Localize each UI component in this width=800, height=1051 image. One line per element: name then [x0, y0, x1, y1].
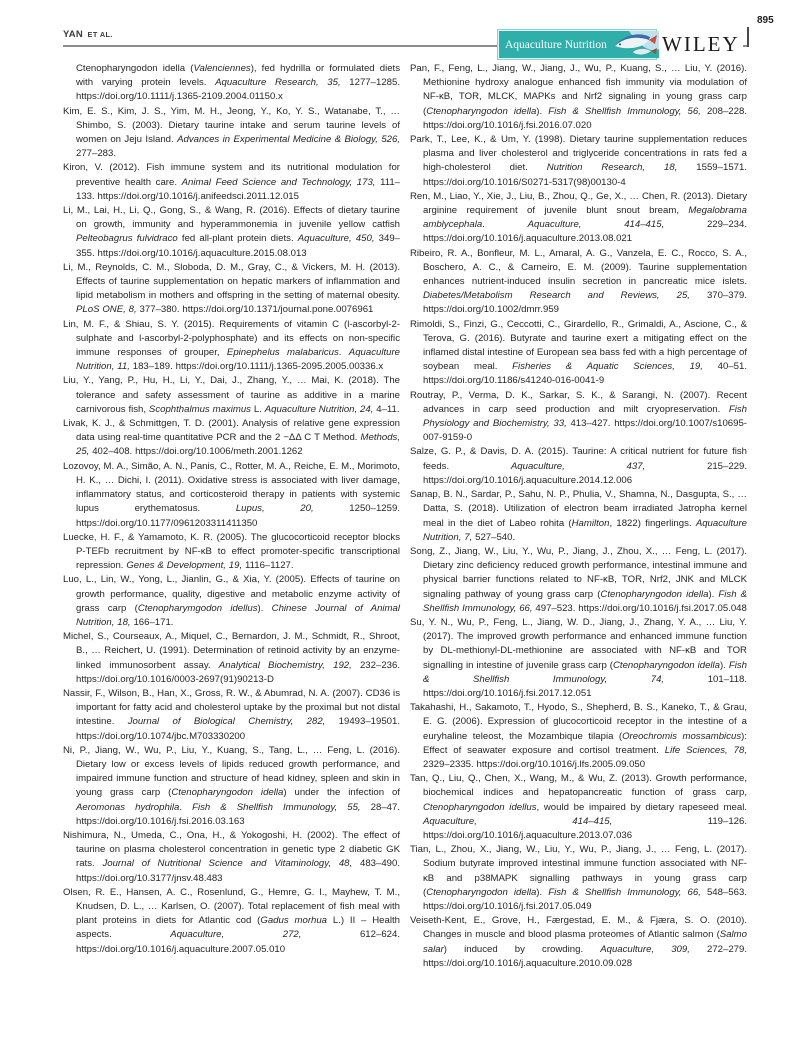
- running-head-etal: ET AL.: [87, 30, 113, 39]
- reference-entry: Kim, E. S., Kim, J. S., Yim, M. H., Jeong, Y., Ko, Y. S., Watanabe, T., … Shimbo, S. (2003). Dietary taurine intake and serum taurine levels of women on Jeju Island. Advances in Experimental Medicine & Biology, 526, 277–283.: [63, 105, 400, 160]
- reference-entry: Ctenopharyngodon idella (Valenciennes), fed hydrilla or formulated diets with varying protein levels. Aquaculture Research, 35, 1277–1285. https://doi.org/10.1111/j.1365-2109.2004.01150.x: [76, 63, 400, 103]
- reference-entry: Salze, G. P., & Davis, D. A. (2015). Taurine: A critical nutrient for future fish feeds. Aquaculture, 437, 215–229. https://doi.org/10.1016/j.aquaculture.2014.12.006: [410, 446, 747, 486]
- reference-entry: Luecke, H. F., & Yamamoto, K. R. (2005). The glucocorticoid receptor blocks P-TEFb recruitment by NF-κB to effect promoter-specific transcriptional repression. Genes & Development, 19, 1116–1127.: [63, 531, 400, 572]
- reference-entry: Su, Y. N., Wu, P., Feng, L., Jiang, W. D., Jiang, J., Zhang, Y. A., … Liu, Y. (2017). The improved growth performance and enhanced immune function by DL-methionyl-DL-methionine are associated with NF-κB and TOR signalling in intestine of juvenile grass carp (Ctenopharyngodon idella). Fish & Shellfish Immunology, 74, 101–118. https://doi.org/10.1016/j.fsi.2017.12.051: [410, 616, 747, 699]
- references-columns: [63, 62, 747, 971]
- references-column-right: [410, 62, 747, 971]
- reference-entry: Tian, L., Zhou, X., Jiang, W., Liu, Y., Wu, P., Jiang, J., … Feng, L. (2017). Sodium butyrate improved intestinal immune function associated with NF-κB and p38MAPK signalling pathways in young grass carp (Ctenopharyngodon idella). Fish & Shellfish Immunology, 66, 548–563. https://doi.org/10.1016/j.fsi.2017.05.049: [410, 844, 747, 912]
- reference-entry: Veiseth-Kent, E., Grove, H., Færgestad, E. M., & Fjæra, S. O. (2010). Changes in muscle and blood plasma proteomes of Atlantic salmon (Salmo salar) induced by crowding. Aquaculture, 309, 272–279. https://doi.org/10.1016/j.aquaculture.2010.09.028: [410, 915, 747, 969]
- reference-entry: Ribeiro, R. A., Bonfleur, M. L., Amaral, A. G., Vanzela, E. C., Rocco, S. A., Boschero, A. C., & Carneiro, E. M. (2009). Taurine supplementation enhances nutrient-induced insulin secretion in pancreatic mice islets. Diabetes/Metabolism Research and Reviews, 25, 370–379. https://doi.org/10.1002/dmrr.959: [410, 247, 747, 316]
- wiley-logo: WILEY: [659, 32, 743, 57]
- journal-badge-label: Aquaculture Nutrition: [505, 38, 607, 51]
- reference-entry: Lin, M. F., & Shiau, S. Y. (2015). Requirements of vitamin C (l-ascorbyl-2-sulphate and l-ascorbyl-2-polyphosphate) and its effects on non-specific immune responses of grouper, Epinephelus malabaricus. Aquaculture Nutrition, 11, 183–189. https://doi.org/10.1111/j.1365-2095.2005.00336.x: [63, 318, 400, 373]
- reference-entry: Routray, P., Verma, D. K., Sarkar, S. K., & Sarangi, N. (2007). Recent advances in carp seed production and milt cryopreservation. Fish Physiology and Biochemistry, 33, 413–427. https://doi.org/10.1007/s10695-007-9159-0: [410, 389, 747, 444]
- reference-entry: Li, M., Reynolds, C. M., Sloboda, D. M., Gray, C., & Vickers, M. H. (2013). Effects of taurine supplementation on hepatic markers of inflammation and lipid metabolism in mothers and offspring in the setting of maternal obesity. PLoS ONE, 8, 377–380. https://doi.org/10.1371/journal.pone.0076961: [63, 261, 400, 316]
- reference-entry: Pan, F., Feng, L., Jiang, W., Jiang, J., Wu, P., Kuang, S., … Liu, Y. (2016). Methionine hydroxy analogue enhanced fish immunity via modulation of NF-κB, TOR, MLCK, MAPKs and Nrf2 signaling in young grass carp (Ctenopharyngodon idella). Fish & Shellfish Immunology, 56, 208–228. https://doi.org/10.1016/j.fsi.2016.07.020: [410, 63, 747, 131]
- reference-entry: Livak, K. J., & Schmittgen, T. D. (2001). Analysis of relative gene expression data using real-time quantitative PCR and the 2 −ΔΔ C T Method. Methods, 25, 402–408. https://doi.org/10.1006/meth.2001.1262: [63, 418, 400, 458]
- reference-entry: Olsen, R. E., Hansen, A. C., Rosenlund, G., Hemre, G. I., Mayhew, T. M., Knudsen, D. L., … Karlsen, O. (2007). Total replacement of fish meal with plant proteins in diets for Atlantic cod (Gadus morhua L.) II – Health aspects. Aquaculture, 272, 612–624. https://doi.org/10.1016/j.aquaculture.2007.05.010: [63, 886, 400, 955]
- reference-entry: Li, M., Lai, H., Li, Q., Gong, S., & Wang, R. (2016). Effects of dietary taurine on growth, immunity and hyperammonemia in juvenile yellow catfish Pelteobagrus fulvidraco fed all-plant protein diets. Aquaculture, 450, 349–355. https://doi.org/10.1016/j.aquaculture.2015.08.013: [63, 205, 400, 259]
- running-head-author: YAN: [63, 29, 84, 40]
- reference-entry: Michel, S., Courseaux, A., Miquel, C., Bernardon, J. M., Schmidt, R., Shroot, B., … Reichert, U. (1991). Determination of retinoid activity by an enzyme-linked immunosorbent assay. Analytical Biochemistry, 192, 232–236. https://doi.org/10.1016/0003-2697(91)90213-D: [63, 631, 400, 685]
- running-head: [63, 24, 113, 42]
- fish-icon: [607, 31, 659, 58]
- reference-entry: Park, T., Lee, K., & Um, Y. (1998). Dietary taurine supplementation reduces plasma and liver cholesterol and triglyceride concentrations in rats fed a high-cholesterol diet. Nutrition Research, 18, 1559–1571. https://doi.org/10.1016/S0271-5317(98)00130-4: [410, 134, 747, 188]
- reference-entry: Ren, M., Liao, Y., Xie, J., Liu, B., Zhou, Q., Ge, X., … Chen, R. (2013). Dietary arginine requirement of juvenile blunt snout bream, Megalobrama amblycephala. Aquaculture, 414–415, 229–234. https://doi.org/10.1016/j.aquaculture.2013.08.021: [410, 190, 747, 245]
- reference-entry: Ni, P., Jiang, W., Wu, P., Liu, Y., Kuang, S., Tang, L., … Feng, L. (2016). Dietary low or excess levels of lipids reduced growth performance, and impaired immune function and structure of head kidney, spleen and skin in young grass carp (Ctenopharyngodon idella) under the infection of Aeromonas hydrophila. Fish & Shellfish Immunology, 55, 28–47. https://doi.org/10.1016/j.fsi.2016.03.163: [63, 744, 400, 827]
- references-column-left: [63, 62, 400, 971]
- page-number: 895: [757, 15, 774, 26]
- reference-entry: Nassir, F., Wilson, B., Han, X., Gross, R. W., & Abumrad, N. A. (2007). CD36 is important for fatty acid and cholesterol uptake by the proximal but not distal intestine. Journal of Biological Chemistry, 282, 19493–19501. https://doi.org/10.1074/jbc.M703330200: [63, 687, 401, 742]
- reference-entry: Lozovoy, M. A., Simão, A. N., Panis, C., Rotter, M. A., Reiche, E. M., Morimoto, H. K., … Dichi, I. (2011). Oxidative stress is associated with liver damage, inflammatory status, and corticosteroid therapy in patients with systemic lupus erythematosus. Lupus, 20, 1250–1259. https://doi.org/10.1177/0961203311411350: [63, 460, 400, 529]
- reference-entry: Luo, L., Lin, W., Yong, L., Jianlin, G., & Xia, Y. (2005). Effects of taurine on growth performance, quality, digestive and metabolic enzyme activity of grass carp (Ctenopharymgodon idellus). Chinese Journal of Animal Nutrition, 18, 166–171.: [63, 574, 400, 628]
- page-number-separator: [747, 27, 749, 47]
- reference-entry: Rimoldi, S., Finzi, G., Ceccotti, C., Girardello, R., Grimaldi, A., Ascione, C., & Terova, G. (2016). Butyrate and taurine exert a mitigating effect on the inflamed distal intestine of European sea bass fed with a high percentage of soybean meal. Fisheries & Aquatic Sciences, 19, 40–51. https://doi.org/10.1186/s41240-016-0041-9: [410, 318, 747, 387]
- reference-entry: Liu, Y., Yang, P., Hu, H., Li, Y., Dai, J., Zhang, Y., … Mai, K. (2018). The tolerance and safety assessment of taurine as additive in a marine carnivorous fish, Scophthalmus maximus L. Aquaculture Nutrition, 24, 4–11.: [63, 375, 400, 415]
- reference-entry: Sanap, B. N., Sardar, P., Sahu, N. P., Phulia, V., Shamna, N., Dasgupta, S., … Datta, S. (2018). Utilization of electron beam irradiated Jatropha kernel meal in the diet of Labeo rohita (Hamilton, 1822) fingerlings. Aquaculture Nutrition, 7, 527–540.: [410, 489, 748, 543]
- reference-entry: Song, Z., Jiang, W., Liu, Y., Wu, P., Jiang, J., Zhou, X., … Feng, L. (2017). Dietary zinc deficiency reduced growth performance, intestinal immune and physical barrier functions related to NF-κB, TOR, Nrf2, JNK and MLCK signaling pathway of young grass carp (Ctenopharyngodon idella). Fish & Shellfish Immunology, 66, 497–523. https://doi.org/10.1016/j.fsi.2017.05.048: [410, 545, 747, 614]
- reference-entry: Nishimura, N., Umeda, C., Ona, H., & Yokogoshi, H. (2002). The effect of taurine on plasma cholesterol concentration in genetic type 2 diabetic GK rats. Journal of Nutritional Science and Vitaminology, 48, 483–490. https://doi.org/10.3177/jnsv.48.483: [63, 829, 400, 884]
- reference-entry: Kiron, V. (2012). Fish immune system and its nutritional modulation for preventive health care. Animal Feed Science and Technology, 173, 111–133. https://doi.org/10.1016/j.anifeedsci.2011.12.015: [63, 162, 400, 202]
- journal-badge: [497, 29, 657, 60]
- reference-entry: Tan, Q., Liu, Q., Chen, X., Wang, M., & Wu, Z. (2013). Growth performance, biochemical indices and hepatopancreatic function of grass carp, Ctenopharyngodon idellus, would be impaired by dietary rapeseed meal. Aquaculture, 414–415, 119–126. https://doi.org/10.1016/j.aquaculture.2013.07.036: [410, 773, 748, 841]
- reference-entry: Takahashi, H., Sakamoto, T., Hyodo, S., Shepherd, B. S., Kaneko, T., & Grau, E. G. (2006). Expression of glucocorticoid receptor in the intestine of a euryhaline teleost, the Mozambique tilapia (Oreochromis mossambicus): Effect of seawater exposure and cortisol treatment. Life Sciences, 78, 2329–2335. https://doi.org/10.1016/j.lfs.2005.09.050: [410, 702, 747, 770]
